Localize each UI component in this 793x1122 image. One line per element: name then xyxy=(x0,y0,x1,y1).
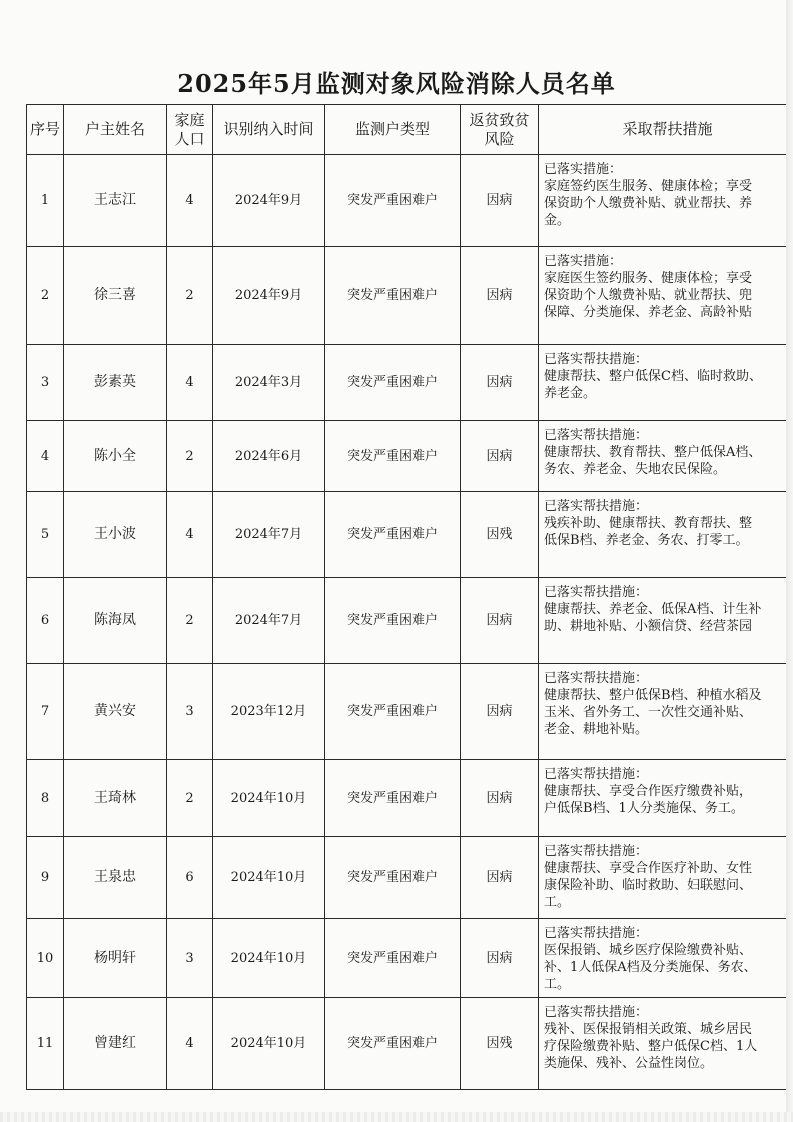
header-name: 户主姓名 xyxy=(64,105,167,155)
cell-household-type: 突发严重困难户 xyxy=(325,345,461,421)
cell-risk: 因病 xyxy=(461,345,539,421)
cell-family-size: 4 xyxy=(167,998,213,1090)
scan-edge-shadow xyxy=(786,0,793,1122)
cell-household-type: 突发严重困难户 xyxy=(325,998,461,1090)
cell-household-type: 突发严重困难户 xyxy=(325,919,461,998)
cell-household-type: 突发严重困难户 xyxy=(325,492,461,578)
cell-seq: 3 xyxy=(27,345,64,421)
cell-household-type: 突发严重困难户 xyxy=(325,155,461,247)
cell-family-size: 6 xyxy=(167,837,213,919)
cell-identify-time: 2024年6月 xyxy=(213,421,325,492)
cell-family-size: 2 xyxy=(167,247,213,345)
cell-seq: 11 xyxy=(27,998,64,1090)
cell-householder-name: 王志江 xyxy=(64,155,167,247)
header-type: 监测户类型 xyxy=(325,105,461,155)
table-row xyxy=(27,345,793,421)
cell-measures: 已落实帮扶措施： 健康帮扶、整户低保C档、临时救助、 养老金。 xyxy=(539,345,793,421)
cell-identify-time: 2024年10月 xyxy=(213,760,325,837)
cell-risk: 因残 xyxy=(461,998,539,1090)
cell-risk: 因病 xyxy=(461,664,539,760)
cell-householder-name: 彭素英 xyxy=(64,345,167,421)
table-row xyxy=(27,421,793,492)
document-title: 2025年5月监测对象风险消除人员名单 xyxy=(177,69,616,98)
cell-household-type: 突发严重困难户 xyxy=(325,578,461,664)
cell-householder-name: 陈小全 xyxy=(64,421,167,492)
table-row xyxy=(27,919,793,998)
header-risk-line1: 返贫致贫 xyxy=(469,110,530,129)
cell-family-size: 4 xyxy=(167,345,213,421)
cell-family-size: 2 xyxy=(167,421,213,492)
header-family-line1: 家庭 xyxy=(174,110,205,129)
cell-householder-name: 陈海凤 xyxy=(64,578,167,664)
cell-measures: 已落实帮扶措施： 健康帮扶、教育帮扶、整户低保A档、 务农、养老金、失地农民保险。 xyxy=(539,421,793,492)
cell-family-size: 2 xyxy=(167,578,213,664)
table-row xyxy=(27,247,793,345)
cell-family-size: 2 xyxy=(167,760,213,837)
cell-householder-name: 王小波 xyxy=(64,492,167,578)
cell-household-type: 突发严重困难户 xyxy=(325,247,461,345)
cell-risk: 因病 xyxy=(461,919,539,998)
cell-measures: 已落实帮扶措施： 健康帮扶、享受合作医疗缴费补贴， 户低保B档、1人分类施保、务工。 xyxy=(539,760,793,837)
header-risk-line2: 风险 xyxy=(484,129,515,148)
cell-identify-time: 2024年3月 xyxy=(213,345,325,421)
table-body xyxy=(27,155,793,1090)
cell-seq: 8 xyxy=(27,760,64,837)
cell-measures: 已落实帮扶措施： 健康帮扶、享受合作医疗补助、女性 康保险补助、临时救助、妇联慰问、 工。 xyxy=(539,837,793,919)
cell-identify-time: 2024年10月 xyxy=(213,998,325,1090)
header-family-size xyxy=(167,105,213,155)
cell-seq: 4 xyxy=(27,421,64,492)
cell-householder-name: 曾建红 xyxy=(64,998,167,1090)
cell-measures: 已落实帮扶措施： 健康帮扶、整户低保B档、种植水稻及 玉米、省外务工、一次性交通补贴、 老金、耕地补贴。 xyxy=(539,664,793,760)
table-row xyxy=(27,492,793,578)
header-measures: 采取帮扶措施 xyxy=(539,105,793,155)
cell-seq: 10 xyxy=(27,919,64,998)
cell-risk: 因病 xyxy=(461,247,539,345)
cell-measures: 已落实帮扶措施： 健康帮扶、养老金、低保A档、计生补 助、耕地补贴、小额信贷、经营茶园 xyxy=(539,578,793,664)
cell-seq: 5 xyxy=(27,492,64,578)
cell-identify-time: 2023年12月 xyxy=(213,664,325,760)
cell-household-type: 突发严重困难户 xyxy=(325,421,461,492)
cell-family-size: 4 xyxy=(167,155,213,247)
table-row xyxy=(27,578,793,664)
cell-measures: 已落实措施： 家庭医生签约服务、健康体检；享受 保资助个人缴费补贴、就业帮扶、兜 保障、分类施保、养老金、高龄补贴 xyxy=(539,247,793,345)
table-row xyxy=(27,998,793,1090)
cell-seq: 1 xyxy=(27,155,64,247)
cell-householder-name: 王琦林 xyxy=(64,760,167,837)
cell-measures: 已落实帮扶措施： 医保报销、城乡医疗保险缴费补贴、 补、1人低保A档及分类施保、务农、 工。 xyxy=(539,919,793,998)
cell-identify-time: 2024年10月 xyxy=(213,837,325,919)
table-row xyxy=(27,837,793,919)
cell-identify-time: 2024年9月 xyxy=(213,155,325,247)
cell-family-size: 3 xyxy=(167,919,213,998)
cell-household-type: 突发严重困难户 xyxy=(325,760,461,837)
cell-risk: 因病 xyxy=(461,578,539,664)
cell-family-size: 4 xyxy=(167,492,213,578)
header-time: 识别纳入时间 xyxy=(213,105,325,155)
cell-seq: 7 xyxy=(27,664,64,760)
cell-identify-time: 2024年7月 xyxy=(213,492,325,578)
header-seq: 序号 xyxy=(27,105,64,155)
table-row xyxy=(27,155,793,247)
cell-measures: 已落实帮扶措施： 残补、医保报销相关政策、城乡居民 疗保险缴费补贴、整户低保C档、1人 类施保、残补、公益性岗位。 xyxy=(539,998,793,1090)
cell-risk: 因病 xyxy=(461,837,539,919)
header-risk xyxy=(461,105,539,155)
cell-measures: 已落实帮扶措施： 残疾补助、健康帮扶、教育帮扶、整 低保B档、养老金、务农、打零工。 xyxy=(539,492,793,578)
cell-risk: 因病 xyxy=(461,760,539,837)
cell-householder-name: 黄兴安 xyxy=(64,664,167,760)
cell-seq: 6 xyxy=(27,578,64,664)
cell-household-type: 突发严重困难户 xyxy=(325,664,461,760)
cell-identify-time: 2024年10月 xyxy=(213,919,325,998)
cell-identify-time: 2024年9月 xyxy=(213,247,325,345)
name-list-table xyxy=(26,104,793,1090)
cell-risk: 因病 xyxy=(461,155,539,247)
header-row xyxy=(27,105,793,155)
cell-family-size: 3 xyxy=(167,664,213,760)
cell-householder-name: 徐三喜 xyxy=(64,247,167,345)
table-row xyxy=(27,760,793,837)
cell-householder-name: 杨明轩 xyxy=(64,919,167,998)
cell-identify-time: 2024年7月 xyxy=(213,578,325,664)
cell-household-type: 突发严重困难户 xyxy=(325,837,461,919)
table-row xyxy=(27,664,793,760)
cell-risk: 因残 xyxy=(461,492,539,578)
cell-seq: 2 xyxy=(27,247,64,345)
cell-seq: 9 xyxy=(27,837,64,919)
scan-bottom-speckle xyxy=(0,1112,793,1122)
cell-measures: 已落实措施： 家庭签约医生服务、健康体检；享受 保资助个人缴费补贴、就业帮扶、养 金。 xyxy=(539,155,793,247)
cell-householder-name: 王泉忠 xyxy=(64,837,167,919)
cell-risk: 因病 xyxy=(461,421,539,492)
header-family-line2: 人口 xyxy=(174,129,205,148)
